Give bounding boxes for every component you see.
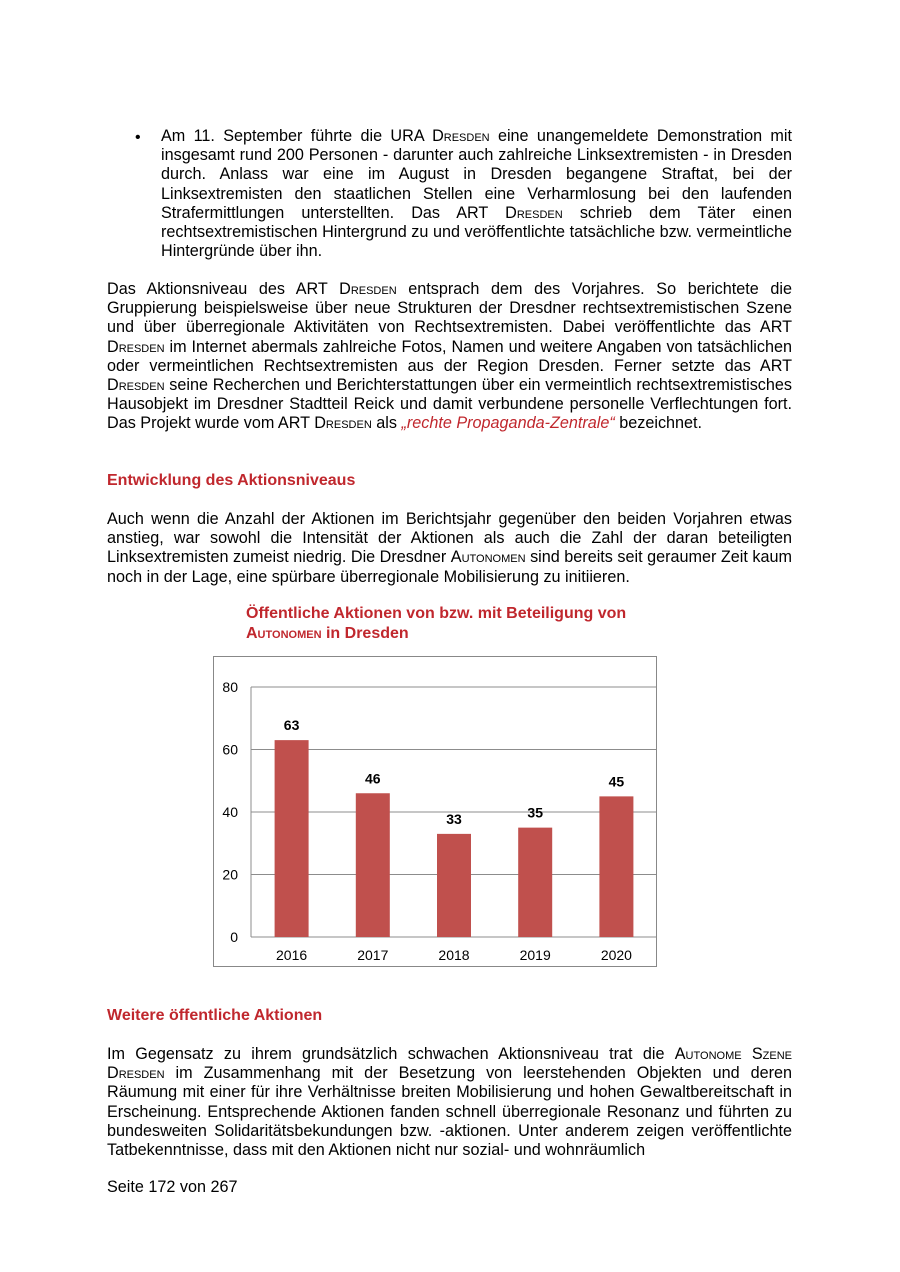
x-tick-label: 2020 (600, 947, 632, 963)
y-tick-label: 80 (222, 679, 238, 695)
bar (356, 793, 390, 937)
paragraph-weitere: Im Gegensatz zu ihrem grundsätzlich schwachen Aktionsniveau trat die Autonome Szene Dresden im Zusammenhang mit der Besetzung von leerstehenden Objekten und deren Räumung mit einer für ihre Verhältnisse breiten Mobilisierung und hohen Gewaltbereitschaft in Erscheinung. Entsprechende Aktionen fanden schnell überregionale Resonanz und führten zu bundesweiten Solidaritätsbekundungen bzw. -aktionen. Unter anderem zeigen veröffentlichte Tatbekenntnisse, dass mit den Aktionen nicht nur sozial- und wohnräumlich (107, 1045, 792, 1160)
bar (275, 740, 309, 937)
y-tick-label: 60 (222, 741, 238, 758)
bar (437, 834, 471, 937)
bullet-point: • (135, 129, 141, 146)
y-tick-label: 0 (230, 929, 238, 945)
data-label: 33 (446, 810, 462, 827)
section-heading-entwicklung: Entwicklung des Aktionsniveaus (107, 472, 356, 489)
data-label: 45 (608, 773, 625, 790)
y-tick-label: 40 (222, 804, 238, 820)
paragraph-art-dresden: Das Aktionsniveau des ART Dresden entsprach dem des Vorjahres. So berichtete die Gruppierung beispielsweise über neue Strukturen der Dresdner rechtsextremistischen Szene und über überregionale Aktivitäten von Rechtsextremisten. Dabei veröffentlichte das ART Dresden im Internet abermals zahlreiche Fotos, Namen und weitere Angaben von tatsächlichen oder vermeintlichen Rechtsextremisten aus der Region Dresden. Ferner setzte das ART Dresden seine Recherchen und Berichterstattungen über ein vermeintlich rechtsextremistisches Hausobjekt im Dresdner Stadtteil Reick und damit verbundene personelle Verflechtungen fort. Das Projekt wurde vom ART Dresden als „rechte Propaganda-Zentrale“ bezeichnet. (107, 280, 792, 433)
bullet-paragraph: Am 11. September führte die URA Dresden eine unangemeldete Demonstration mit insgesamt rund 200 Personen - darunter auch zahlreiche Linksextremisten - in Dresden durch. Anlass war eine im August in Dresden begangene Straftat, bei der Linksextremisten den staatlichen Stellen eine Verharmlosung bei den laufenden Strafermittlungen unterstellten. Das ART Dresden schrieb dem Täter einen rechtsextremistischen Hintergrund zu und veröffentlichte tatsächliche bzw. vermeintliche Hintergründe über ihn. (161, 127, 793, 261)
quote-text: „rechte Propaganda-Zentrale“ (401, 414, 615, 433)
bar (599, 796, 633, 937)
y-tick-label: 20 (222, 866, 238, 883)
bar (518, 828, 552, 937)
chart-title: Öffentliche Aktionen von bzw. mit Beteiligung von Autonomen in Dresden (246, 605, 627, 642)
data-label: 63 (283, 717, 300, 734)
x-tick-label: 2018 (438, 947, 470, 963)
data-label: 46 (365, 770, 381, 787)
data-label: 35 (527, 804, 543, 821)
bar-chart-svg (214, 657, 656, 966)
paragraph-entwicklung: Auch wenn die Anzahl der Aktionen im Berichtsjahr gegenüber den beiden Vorjahren etwas anstieg, war sowohl die Intensität der Aktionen als auch die Zahl der daran beteiligten Linksextremisten zumeist niedrig. Die Dresdner Autonomen sind bereits seit geraumer Zeit kaum noch in der Lage, eine spürbare überregionale Mobilisierung zu initiieren. (107, 510, 793, 586)
page-number: Seite 172 von 267 (107, 1178, 238, 1196)
x-tick-label: 2016 (276, 947, 308, 963)
x-tick-label: 2019 (519, 947, 551, 963)
section-heading-weitere: Weitere öffentliche Aktionen (107, 1007, 323, 1024)
x-tick-label: 2017 (357, 947, 389, 963)
bar-chart (213, 656, 657, 967)
